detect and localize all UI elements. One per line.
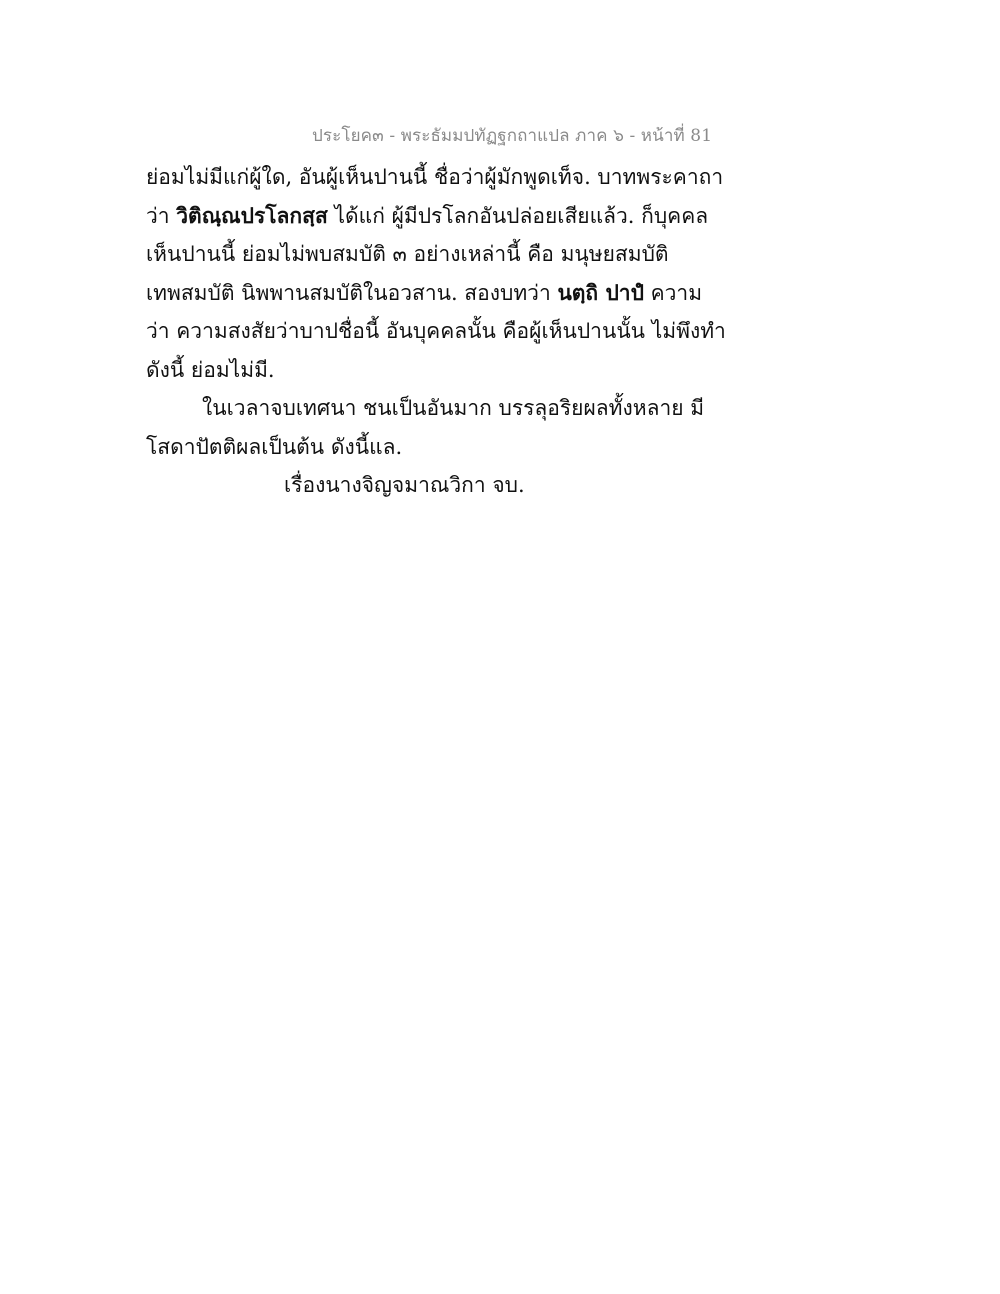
pali-term-natthi-papam: นตฺถิ ปาปํ (557, 279, 644, 305)
body-text (146, 158, 726, 505)
story-closing-line: เรื่องนางจิญจมาณวิกา จบ. (284, 473, 525, 497)
text-line-4 (146, 274, 706, 313)
text-line-5: ว่า ความสงสัยว่าบาปชื่อนี้ อันบุคคลนั้น คือผู้เห็นปานนั้น ไม่พึงทำ (146, 319, 726, 343)
text-line-2-rest: ได้แก่ ผู้มีปรโลกอันปล่อยเสียแล้ว. ก็บุคคล (327, 203, 709, 228)
text-line-4-rest: ความ (643, 280, 703, 305)
text-line-7: ในเวลาจบเทศนา ชนเป็นอันมาก บรรลุอริยผลทั้งหลาย มี (202, 396, 705, 420)
text-line-2 (146, 197, 709, 236)
text-line-4-lead: เทพสมบัติ นิพพานสมบัติในอวสาน. สองบทว่า (146, 280, 558, 305)
text-line-3: เห็นปานนี้ ย่อมไม่พบสมบัติ ๓ อย่างเหล่านี้ คือ มนุษยสมบัติ (146, 242, 669, 266)
text-line-1: ย่อมไม่มีแก่ผู้ใด, อันผู้เห็นปานนี้ ชื่อว่าผู้มักพูดเท็จ. บาทพระคาถา (146, 165, 724, 189)
text-line-2-lead: ว่า (146, 203, 177, 228)
pali-term-vitinna-paralokassa: วิติณฺณปรโลกสฺส (176, 202, 328, 228)
text-line-8: โสดาปัตติผลเป็นต้น ดังนี้แล. (146, 434, 403, 459)
text-line-6: ดังนี้ ย่อมไม่มี. (146, 357, 275, 382)
running-header: ประโยค๓ - พระธัมมปทัฏฐกถาแปล ภาค ๖ - หน้าที่ 81 (312, 126, 713, 146)
